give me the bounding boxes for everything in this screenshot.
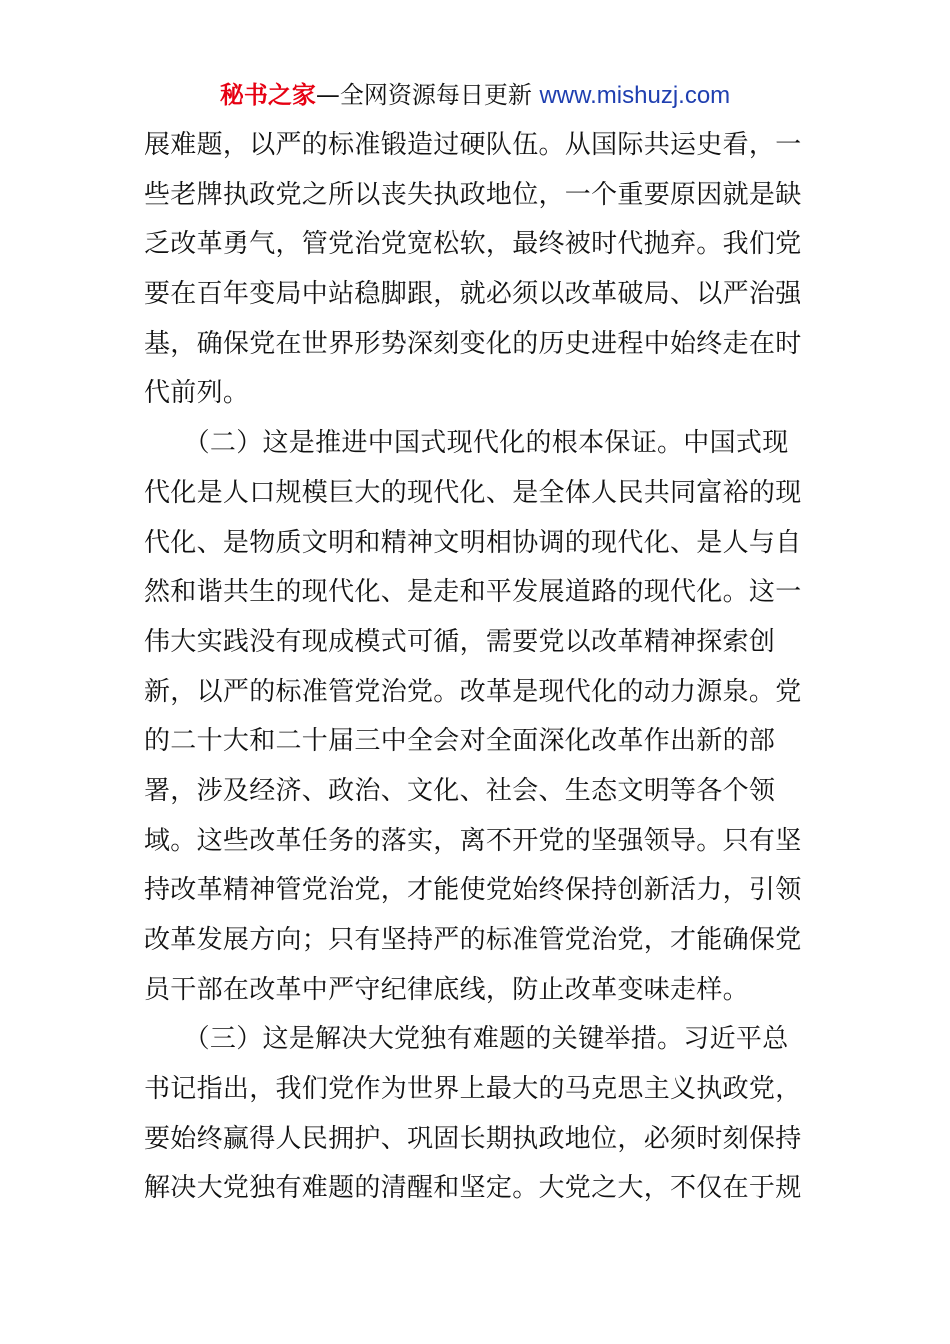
text-line: 员干部在改革中严守纪律底线，防止改革变味走样。: [144, 974, 749, 1005]
text-line: （三）这是解决大党独有难题的关键举措。习近平总: [144, 1024, 789, 1055]
document-body: [144, 121, 814, 1214]
text-line: 代前列。: [144, 378, 250, 409]
text-line: 伟大实践没有现成模式可循，需要党以改革精神探索创: [144, 626, 776, 657]
text-line: 代化、是物质文明和精神文明相协调的现代化、是人与自: [144, 527, 802, 558]
text-line: 持改革精神管党治党，才能使党始终保持创新活力，引领: [144, 875, 802, 906]
text-line: 改革发展方向；只有坚持严的标准管党治党，才能确保党: [144, 925, 802, 955]
text-line: 要在百年变局中站稳脚跟，就必须以改革破局、以严治强: [144, 279, 802, 310]
text-line: 展难题，以严的标准锻造过硬队伍。从国际共运史看，一: [144, 130, 802, 160]
text-line: 乏改革勇气，管党治党宽松软，最终被时代抛弃。我们党: [144, 229, 802, 260]
text-line: 些老牌执政党之所以丧失执政地位，一个重要原因就是缺: [144, 179, 802, 210]
text-line: （二）这是推进中国式现代化的根本保证。中国式现: [144, 428, 789, 459]
site-url[interactable]: www.mishuzj.com: [539, 82, 731, 109]
text-line: 然和谐共生的现代化、是走和平发展道路的现代化。这一: [144, 577, 802, 608]
text-line: 代化是人口规模巨大的现代化、是全体人民共同富裕的现: [144, 477, 802, 508]
text-line: 域。这些改革任务的落实，离不开党的坚强领导。只有坚: [144, 825, 802, 856]
text-line: 基，确保党在世界形势深刻变化的历史进程中始终走在时: [144, 328, 802, 359]
site-brand: 秘书之家: [219, 81, 316, 109]
site-tagline: —全网资源每日更新: [315, 81, 532, 109]
text-line: 解决大党独有难题的清醒和坚定。大党之大，不仅在于规: [144, 1173, 802, 1204]
text-line: 书记指出，我们党作为世界上最大的马克思主义执政党，: [144, 1074, 802, 1105]
page-header: [0, 78, 950, 113]
text-line: 的二十大和二十届三中全会对全面深化改革作出新的部: [144, 726, 776, 757]
text-line: 署，涉及经济、政治、文化、社会、生态文明等各个领: [144, 775, 776, 806]
text-line: 新，以严的标准管党治党。改革是现代化的动力源泉。党: [144, 676, 802, 707]
text-line: 要始终赢得人民拥护、巩固长期执政地位，必须时刻保持: [144, 1123, 802, 1154]
